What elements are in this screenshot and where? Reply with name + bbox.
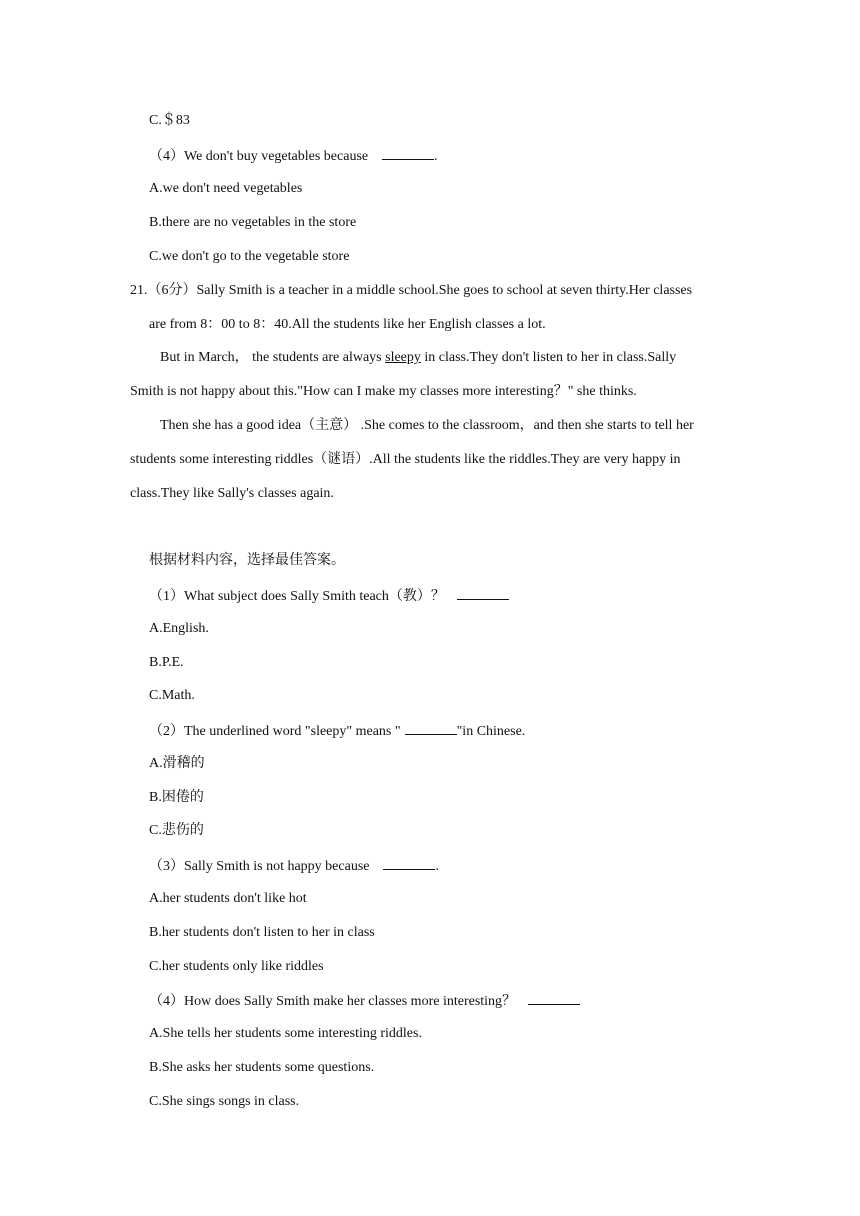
sub-q4-text: （4）How does Sally Smith make her classes more interesting？ [149,994,517,1009]
q21-para1-line1: Sally Smith is a teacher in a middle school.She goes to school at seven thirty.Her classes [196,283,693,298]
sub-q4-option-a: A.She tells her students some interesting riddles. [149,1026,422,1041]
sub-q1-option-b: B.P.E. [149,655,184,670]
sub-q3-option-b: B.her students don't listen to her in class [149,925,375,940]
sub-q1-text: （1）What subject does Sally Smith teach（教）？ [149,589,445,604]
sub-question-1-stem [149,585,509,607]
q21-instruction: 根据材料内容，选择最佳答案。 [149,553,345,568]
sub-q2-option-c: C.悲伤的 [149,823,204,838]
prev-q4-option-b: B.there are no vegetables in the store [149,215,357,230]
answer-blank [382,145,434,160]
sub-q1-option-c: C.Math. [149,688,195,703]
sub-q4-option-b: B.She asks her students some questions. [149,1060,375,1075]
answer-blank [528,990,580,1005]
q21-para1-line2: are from 8：00 to 8：40.All the students like her English classes a lot. [149,317,546,332]
sub-question-2-stem [149,720,525,742]
sub-q4-option-c: C.She sings songs in class. [149,1094,300,1109]
q21-para2-line2: Smith is not happy about this."How can I make my classes more interesting？" she thinks. [130,384,637,399]
sub-q3-text-end: . [435,859,439,874]
q21-para3-line2: students some interesting riddles（谜语）.All the students like the riddles.They are very happy in [130,452,681,467]
sub-question-3-stem [149,855,439,877]
underlined-word: sleepy [385,350,421,365]
q21-number: 21. [130,283,148,298]
sub-q2-text: （2）The underlined word "sleepy" means " [149,724,401,739]
answer-blank [405,720,457,735]
sub-q3-option-c: C.her students only like riddles [149,959,324,974]
answer-blank [457,585,509,600]
answer-blank [383,855,435,870]
q21-para3-line1: Then she has a good idea（主意） .She comes to the classroom，and then she starts to tell her [160,418,694,433]
prev-q4-option-c: C.we don't go to the vegetable store [149,249,350,264]
sub-q2-option-b: B.困倦的 [149,790,204,805]
prev-q4-end: . [434,149,438,164]
q21-para2-line1 [160,348,676,368]
prev-q4-stem [149,145,438,167]
para2-before: But in March， the students are always [160,350,386,365]
sub-q3-text: （3）Sally Smith is not happy because [149,859,370,874]
q21-score: （6分） [147,283,197,298]
sub-q3-option-a: A.her students don't like hot [149,891,307,906]
prev-q4-text: （4）We don't buy vegetables because [149,149,369,164]
para2-after: in class.They don't listen to her in class.Sally [420,350,677,365]
prev-option-c: C.＄83 [149,113,190,128]
sub-q2-text-end: "in Chinese. [456,724,526,739]
sub-q2-option-a: A.滑稽的 [149,756,205,771]
sub-q1-option-a: A.English. [149,621,209,636]
prev-q4-option-a: A.we don't need vegetables [149,181,303,196]
q21-header-line [130,281,692,301]
q21-para3-line3: class.They like Sally's classes again. [130,486,334,501]
sub-question-4-stem [149,990,580,1012]
